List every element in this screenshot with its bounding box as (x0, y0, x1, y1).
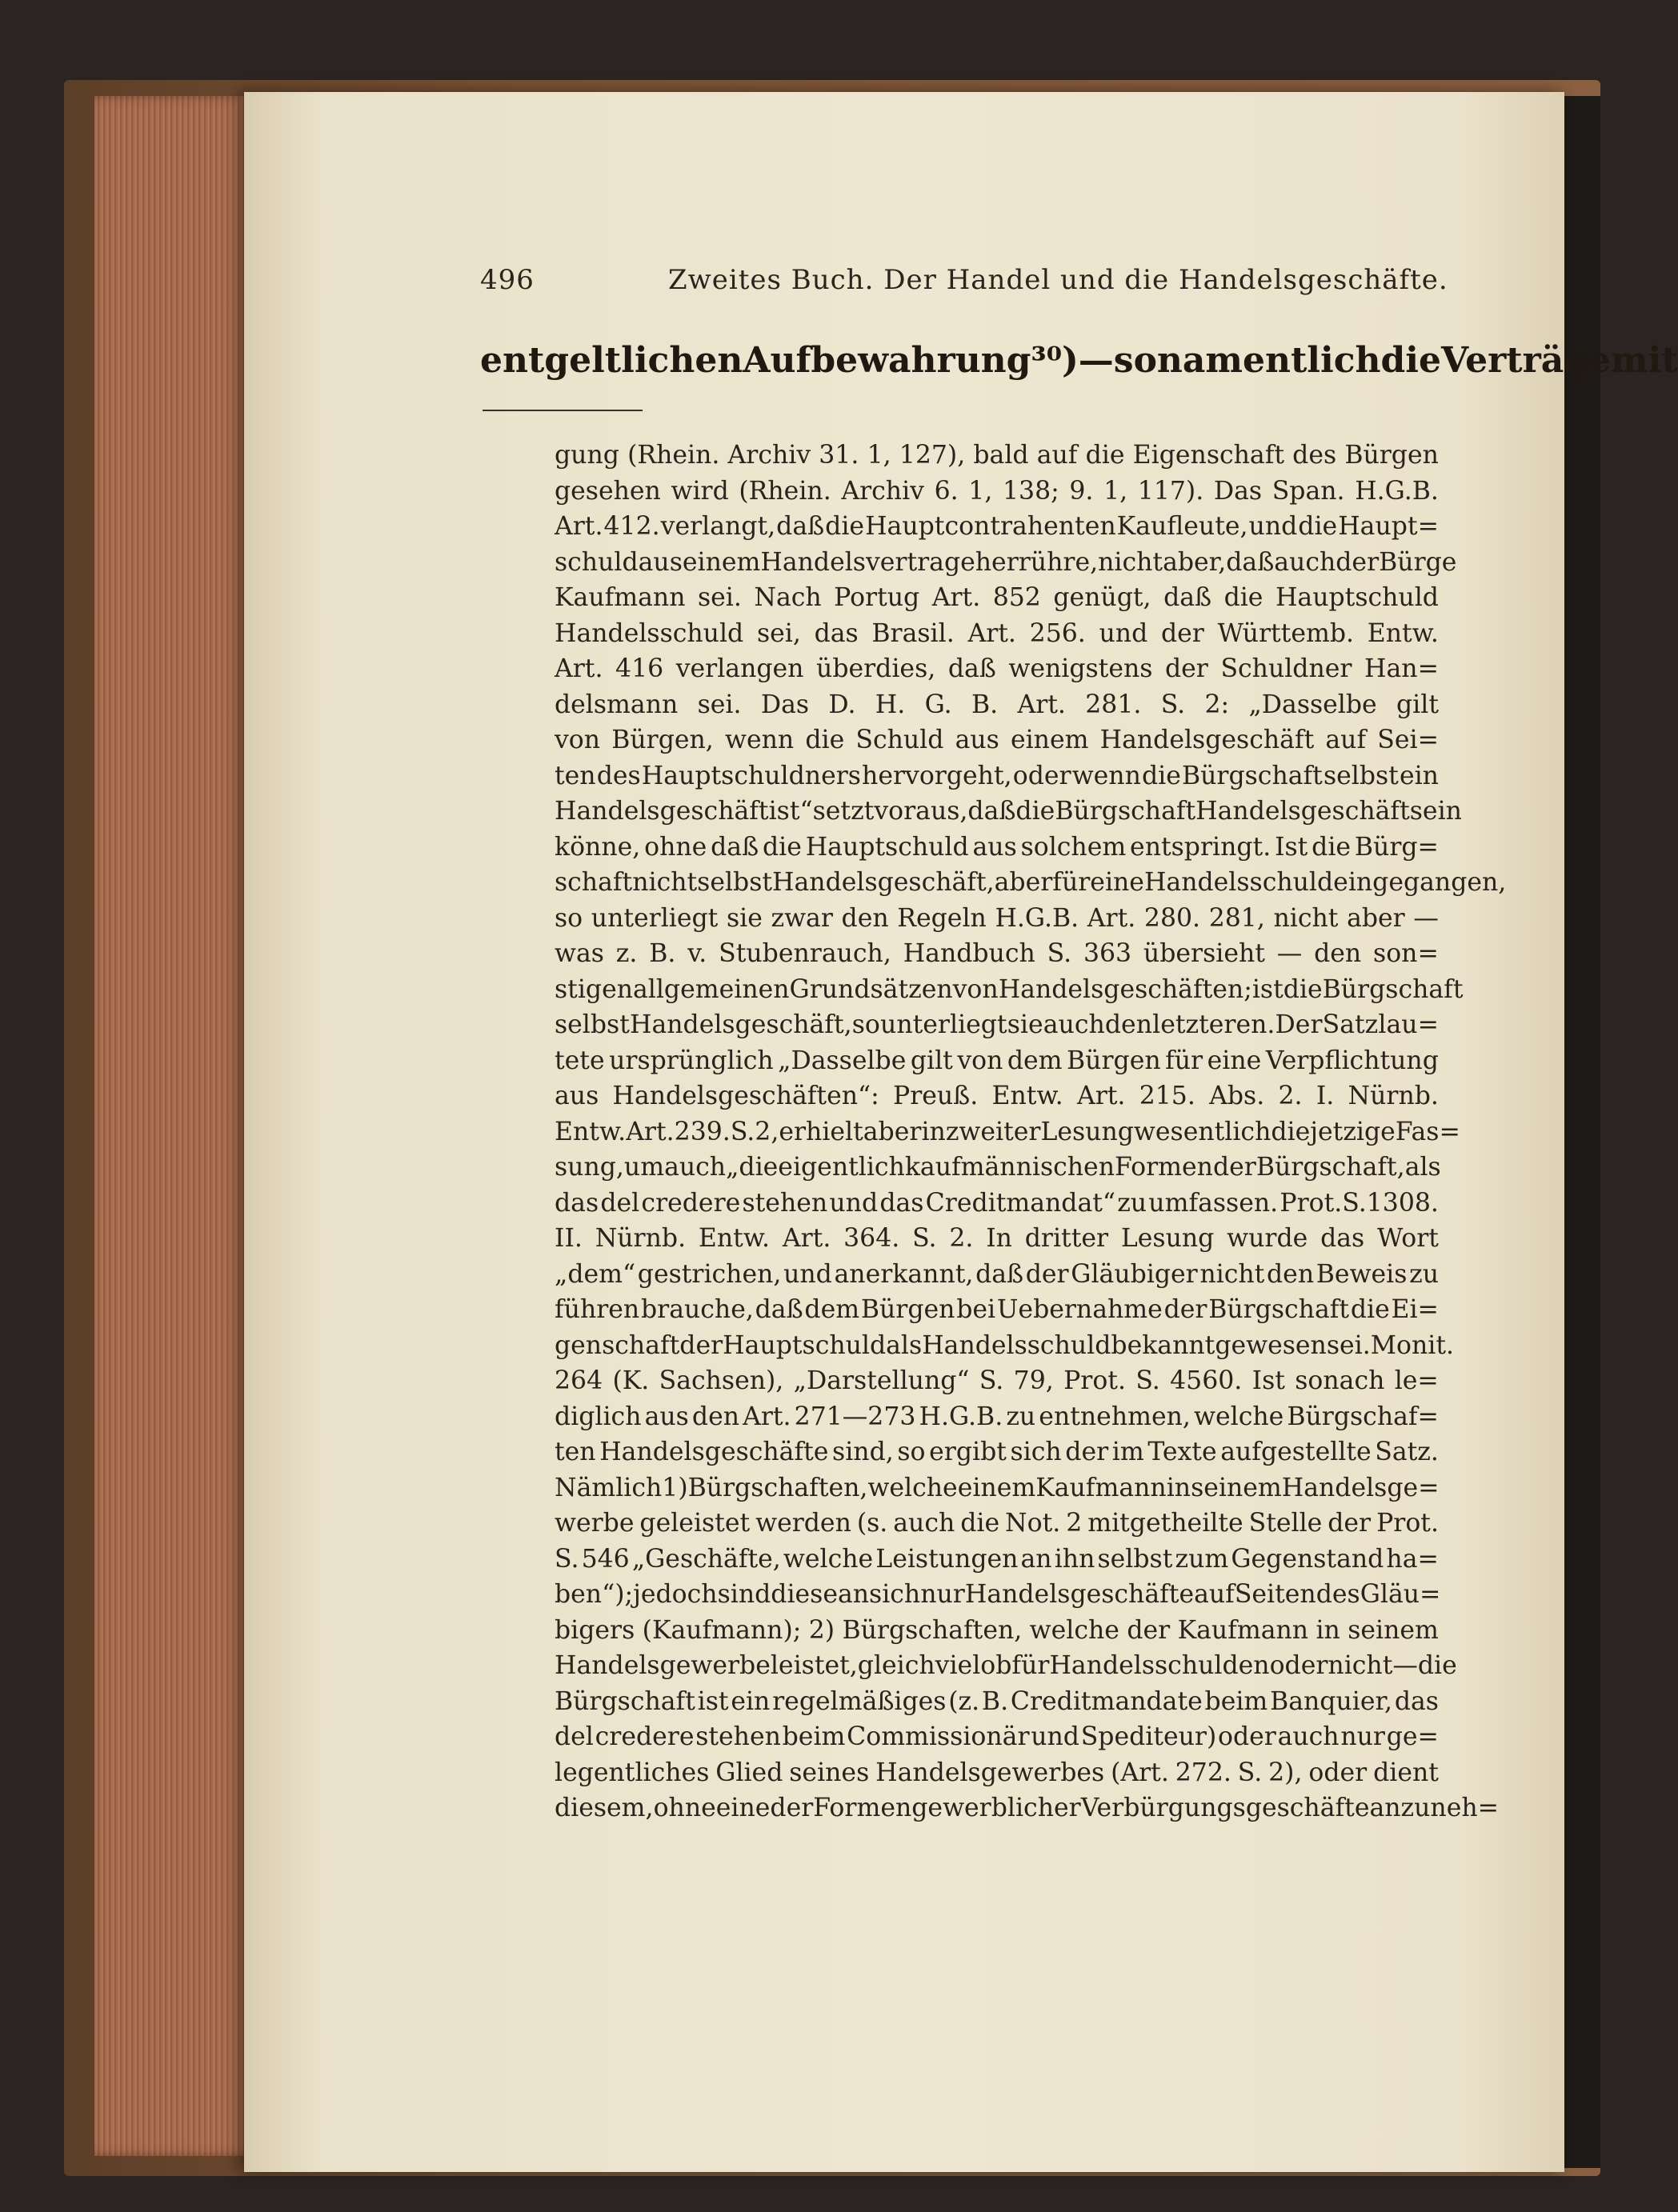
text-line: werbe geleistet werden (s. auch die Not. 2 mitgetheilte Stelle der Prot. (555, 1509, 1439, 1538)
text-line: II. Nürnb. Entw. Art. 364. S. 2. In dritter Lesung wurde das Wort (555, 1224, 1439, 1253)
text-line: das del credere stehen und das Creditmandat“ zu umfassen. Prot.S.1308. (555, 1188, 1439, 1218)
text-line: von Bürgen, wenn die Schuld aus einem Handelsgeschäft auf Sei= (555, 726, 1439, 754)
text-line: Handelsgeschäft ist“ setzt voraus, daß die Bürgschaft Handelsgeschäft sein (555, 797, 1462, 826)
text-line: Entw. Art.239. S.2, erhielt aber in zweiter Lesung wesentlich die jetzige Fas= (555, 1117, 1460, 1146)
text-line: ten des Hauptschuldners hervorgeht, oder wenn die Bürgschaft selbst ein (555, 761, 1439, 790)
text-line: aus Handelsgeschäften“: Preuß. Entw. Art. 215. Abs. 2. I. Nürnb. (555, 1082, 1439, 1110)
text-line: ben“); jedoch sind diese an sich nur Handelsgeschäfte auf Seiten des Gläu= (555, 1580, 1441, 1609)
text-line: delsmann sei. Das D. H. G. B. Art. 281. S. 2: „Dasselbe gilt (555, 690, 1439, 719)
text-line: führen brauche, daß dem Bürgen bei Uebernahme der Bürgschaft die Ei= (555, 1295, 1439, 1324)
text-line: diesem, ohne eine der Formen gewerblicher Verbürgungsgeschäfte anzuneh= (555, 1794, 1500, 1822)
footnote-block (555, 438, 1507, 1826)
text-line: „dem“ gestrichen, und anerkannt, daß der Gläubiger nicht den Beweis zu (555, 1259, 1439, 1289)
text-line: del credere stehen beim Commissionär und Spediteur) oder auch nur ge= (555, 1722, 1439, 1751)
text-line: bigers (Kaufmann); 2) Bürgschaften, welche der Kaufmann in seinem (555, 1615, 1439, 1645)
text-line: gesehen wird (Rhein. Archiv 6. 1, 138; 9. 1, 117). Das Span. H.G.B. (555, 476, 1439, 506)
page-edges (94, 96, 254, 2156)
text-line: Art. 416 verlangen überdies, daß wenigstens der Schuldner Han= (555, 654, 1439, 683)
text-line: schaft nicht selbst Handelsgeschäft, aber für eine Handelsschuld eingegangen, (555, 868, 1507, 897)
footnote-separator-rule (483, 410, 643, 411)
text-line: Kaufmann sei. Nach Portug Art. 852 genügt, daß die Hauptschuld (555, 583, 1439, 612)
text-line: genschaft der Hauptschuld als Handelsschuld bekannt gewesen sei. Monit. (555, 1330, 1455, 1360)
text-line: Handelsgewerbe leistet, gleichviel ob für Handelsschulden oder nicht — die (555, 1651, 1457, 1680)
text-line: tete ursprünglich „Dasselbe gilt von dem Bürgen für eine Verpflichtung (555, 1046, 1439, 1075)
text-line: könne, ohne daß die Hauptschuld aus solchem entspringt. Ist die Bürg= (555, 832, 1439, 862)
text-line: was z. B. v. Stubenrauch, Handbuch S. 363 übersieht — den son= (555, 939, 1439, 968)
text-line: legentliches Glied seines Handelsgewerbes (Art. 272. S. 2), oder dient (555, 1758, 1439, 1787)
text-line: Handelsschuld sei, das Brasil. Art. 256. und der Württemb. Entw. (555, 618, 1439, 648)
text-line: gung (Rhein. Archiv 31. 1, 127), bald auf die Eigenschaft des Bürgen (555, 441, 1439, 470)
text-line: selbst Handelsgeschäft, so unterliegt sie auch den letzteren. Der Satz lau= (555, 1010, 1439, 1039)
facing-page-shadow (1564, 96, 1600, 2168)
text-line: sung, um auch „die eigentlich kaufmännischen Formen der Bürgschaft, als (555, 1153, 1441, 1182)
page-number: 496 (480, 264, 535, 296)
running-title: Zweites Buch. Der Handel und die Handelsgeschäfte. (668, 264, 1448, 296)
text-line: Art. 412. verlangt, daß die Hauptcontrahenten Kaufleute, und die Haupt= (555, 512, 1439, 541)
text-line: diglich aus den Art. 271—273 H.G.B. zu entnehmen, welche Bürgschaf= (555, 1402, 1439, 1431)
text-line: Nämlich 1) Bürgschaften, welche einem Kaufmann in seinem Handelsge= (555, 1473, 1440, 1502)
body-text-line: entgeltlichen Aufbewahrung³⁰) — so namentlich die Verträge mit (480, 340, 1678, 381)
text-line: so unterliegt sie zwar den Regeln H.G.B. Art. 280. 281, nicht aber — (555, 903, 1439, 933)
text-line: Bürgschaft ist ein regelmäßiges (z. B. Creditmandate beim Banquier, das (555, 1686, 1439, 1716)
text-line: stigen allgemeinen Grundsätzen von Handelsgeschäften; ist die Bürgschaft (555, 974, 1464, 1004)
text-line: 264 (K. Sachsen), „Darstellung“ S. 79, Prot. S. 4560. Ist sonach le= (555, 1366, 1439, 1395)
text-line: schuld aus einem Handelsvertrage herrühre, nicht aber, daß auch der Bürge (555, 547, 1457, 577)
text-line: S. 546 „Geschäfte, welche Leistungen an ihn selbst zum Gegenstand ha= (555, 1544, 1439, 1574)
text-line: ten Handelsgeschäfte sind, so ergibt sich der im Texte aufgestellte Satz. (555, 1438, 1439, 1466)
